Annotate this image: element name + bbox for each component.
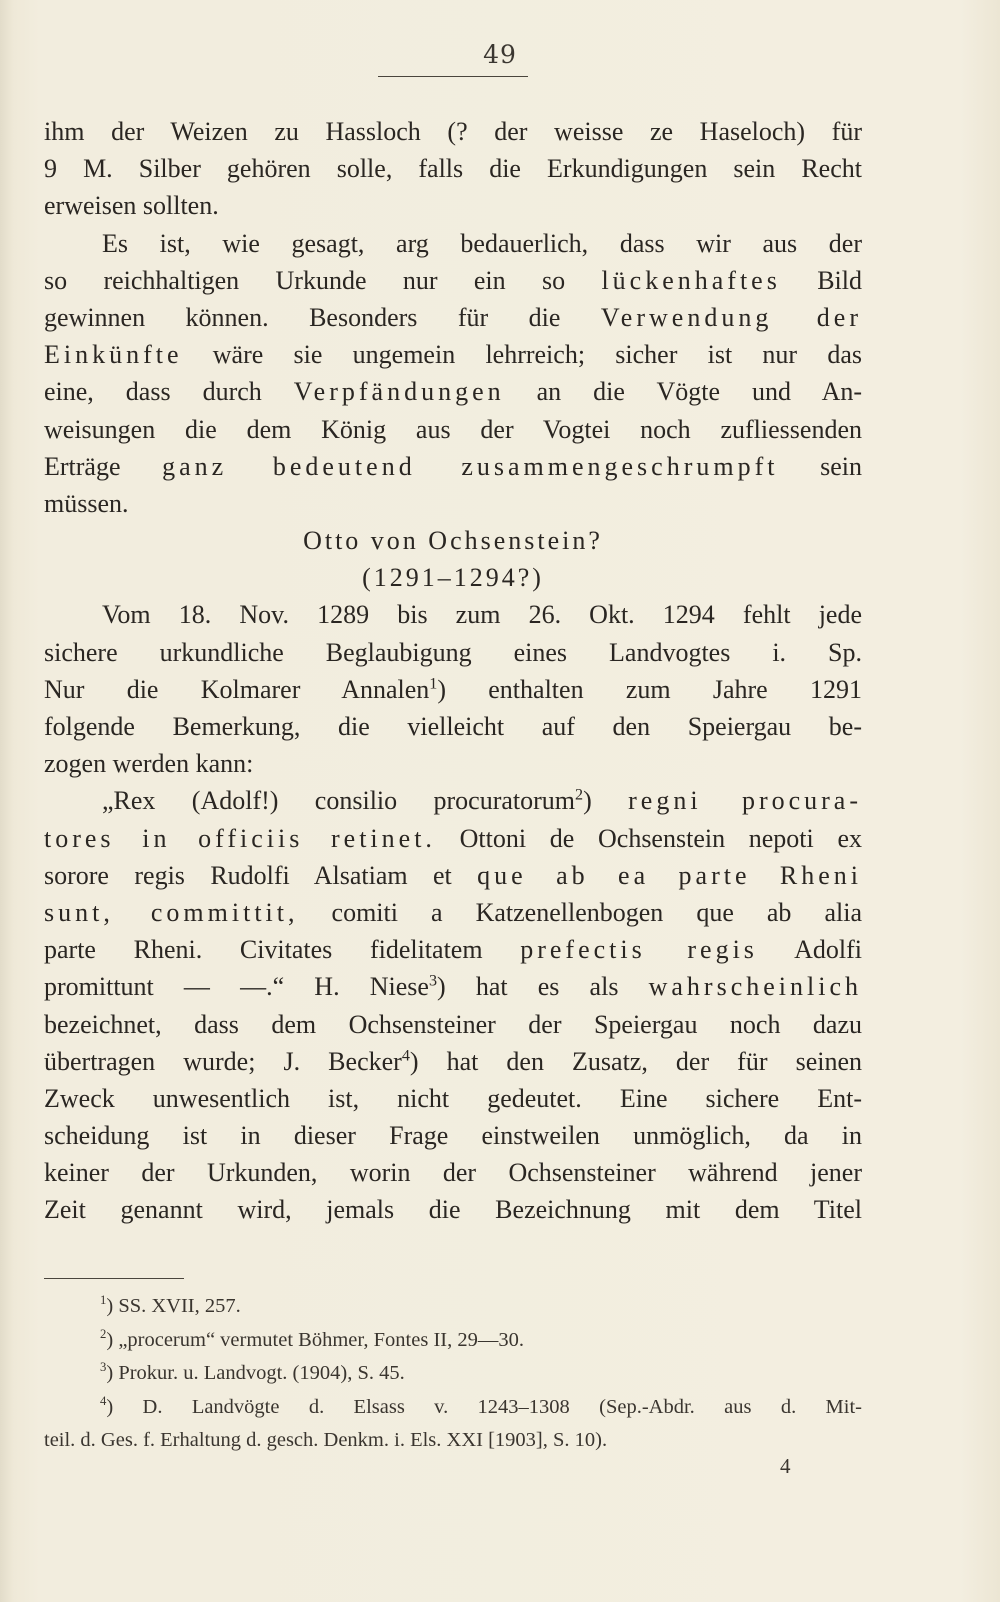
- text-run: zogen werden kann:: [44, 749, 254, 779]
- text-run: scheidung ist in dieser Frage einstweilen unmöglich, da in: [44, 1121, 862, 1151]
- text-line: [44, 1006, 862, 1043]
- footnote: [44, 1357, 862, 1391]
- text-line: [44, 336, 862, 373]
- footnote-mark: 4: [100, 1393, 107, 1408]
- text-run: gewinnen können. Besonders für die: [44, 302, 601, 332]
- text-run: so reichhaltigen Urkunde nur ein so: [44, 265, 602, 295]
- text-run: Adolfi: [757, 935, 863, 965]
- footnote-text: SS. XVII, 257.: [113, 1295, 241, 1317]
- text-line: [44, 187, 862, 224]
- text-run: bezeichnet, dass dem Ochsensteiner der Speiergau noch dazu: [44, 1009, 862, 1039]
- text-line: [44, 262, 862, 299]
- text-line: [44, 857, 862, 894]
- body-text: [44, 113, 862, 1229]
- text-run: übertragen wurde; J. Becker: [44, 1046, 402, 1076]
- footnote-text: „procerum“ vermutet Böhmer, Fontes II, 29—30.: [113, 1328, 524, 1351]
- footnote-text: teil. d. Ges. f. Erhaltung d. gesch. Denkm. i. Els. XXI [1903], S. 10).: [44, 1429, 608, 1451]
- page-number: 49: [483, 40, 517, 69]
- footnote: [44, 1324, 862, 1358]
- text-run: ): [583, 786, 629, 816]
- text-run: erweisen sollten.: [44, 191, 219, 221]
- text-run: weisungen die dem König aus der Vogtei noch zufliessenden: [44, 414, 862, 444]
- spaced-emphasis: sunt, committit,: [44, 897, 299, 927]
- text-line: [44, 1117, 862, 1154]
- text-line: [44, 373, 862, 410]
- text-line: [44, 931, 862, 968]
- text-line: [44, 708, 862, 745]
- footnote-mark: 3: [100, 1360, 107, 1375]
- text-line: [44, 894, 862, 931]
- text-line: [44, 150, 862, 187]
- footnote-text: Prokur. u. Landvogt. (1904), S. 45.: [113, 1362, 405, 1384]
- text-run: parte Rheni. Civitates fidelitatem: [44, 935, 521, 965]
- text-run: müssen.: [44, 488, 129, 518]
- text-line: [44, 596, 862, 633]
- spaced-emphasis: Verwendung der: [600, 302, 862, 332]
- section-heading-line: [44, 559, 862, 596]
- text-line: [44, 1154, 862, 1191]
- text-line: [44, 745, 862, 782]
- text-run: ) hat es als: [437, 972, 649, 1002]
- spaced-emphasis: Verpfändungen: [293, 377, 505, 407]
- text-line: [44, 225, 862, 262]
- text-run: 9 M. Silber gehören solle, falls die Erkundigungen sein Recht: [44, 154, 862, 184]
- text-run: Erträge: [44, 451, 163, 481]
- text-run: Otto von Ochsenstein?: [303, 526, 603, 556]
- text-run: sein: [778, 451, 862, 481]
- footnote-ref: 3: [428, 972, 437, 990]
- text-line: [44, 1080, 862, 1117]
- text-run: ) hat den Zusatz, der für seinen: [409, 1046, 862, 1076]
- spaced-emphasis: ganz bedeutend zusammengeschrumpft: [162, 451, 779, 481]
- text-line: [44, 411, 862, 448]
- text-run: ihm der Weizen zu Hassloch (? der weisse ze Haseloch) für: [44, 117, 862, 146]
- spaced-emphasis: que ab ea parte Rheni: [477, 860, 862, 890]
- footnote-ref: 2: [575, 786, 584, 804]
- text-run: folgende Bemerkung, die vielleicht auf den Speiergau be-: [44, 712, 862, 741]
- text-line: [44, 485, 862, 522]
- text-line: [44, 113, 862, 150]
- text-run: „Rex (Adolf!) consilio procuratorum: [102, 786, 576, 816]
- footnote-paren: ): [106, 1295, 114, 1317]
- spaced-emphasis: tores in officiis retinet.: [44, 823, 436, 853]
- footnotes: [44, 1290, 862, 1458]
- spaced-emphasis: Einkünfte: [44, 340, 183, 370]
- text-run: promittunt — —.“ H. Niese: [44, 972, 429, 1002]
- text-line: [44, 671, 862, 708]
- text-run: comiti a Katzenellenbogen que ab alia: [298, 897, 862, 927]
- text-line: [44, 968, 862, 1005]
- text-run: ) enthalten zum Jahre 1291: [437, 674, 862, 704]
- signature-mark: 4: [780, 1454, 791, 1478]
- text-run: Bild: [780, 265, 862, 295]
- text-run: (1291–1294?): [362, 563, 544, 593]
- text-run: sichere urkundliche Beglaubigung eines Landvogtes i. Sp.: [44, 637, 862, 667]
- text-line: [44, 1191, 862, 1228]
- footnote-ref: 4: [401, 1047, 410, 1065]
- section-heading-line: [44, 522, 862, 559]
- footnote-mark: 1: [100, 1293, 107, 1308]
- spaced-emphasis: wahrscheinlich: [648, 972, 862, 1002]
- text-run: Zweck unwesentlich ist, nicht gedeutet. Eine sichere Ent-: [44, 1083, 862, 1113]
- spaced-emphasis: prefectis regis: [520, 935, 758, 965]
- text-run: keiner der Urkunden, worin der Ochsensteiner während jener: [44, 1158, 862, 1188]
- footnote: [44, 1424, 862, 1458]
- text-run: sorore regis Rudolfi Alsatiam et: [44, 860, 478, 890]
- footnote-paren: ): [106, 1328, 114, 1351]
- footnote-ref: 1: [429, 675, 438, 693]
- footnote: [44, 1391, 862, 1425]
- footnote-text: D. Landvögte d. Elsass v. 1243–1308 (Sep.-Abdr. aus d. Mit-: [113, 1395, 862, 1418]
- text-run: Nur die Kolmarer Annalen: [44, 674, 430, 704]
- text-run: wäre sie ungemein lehrreich; sicher ist nur das: [182, 340, 862, 370]
- text-line: [44, 820, 862, 857]
- text-run: Es ist, wie gesagt, arg bedauerlich, dass wir aus der: [102, 228, 862, 258]
- text-line: [44, 448, 862, 485]
- text-run: an die Vögte und An-: [504, 377, 862, 407]
- footnote-rule: [44, 1278, 184, 1279]
- text-line: [44, 782, 862, 819]
- text-line: [44, 634, 862, 671]
- text-line: [44, 1043, 862, 1080]
- footnote-paren: ): [106, 1362, 114, 1384]
- footnote: [44, 1290, 862, 1324]
- header-rule: [378, 76, 528, 77]
- spaced-emphasis: lückenhaftes: [601, 265, 781, 295]
- footnote-mark: 2: [100, 1326, 107, 1341]
- text-run: eine, dass durch: [44, 377, 294, 407]
- text-line: [44, 299, 862, 336]
- spaced-emphasis: regni procura-: [628, 786, 862, 816]
- text-run: Vom 18. Nov. 1289 bis zum 26. Okt. 1294 fehlt jede: [102, 600, 862, 630]
- footnote-paren: ): [106, 1395, 114, 1418]
- text-run: Zeit genannt wird, jemals die Bezeichnung mit dem Titel: [44, 1195, 862, 1225]
- text-run: Ottoni de Ochsenstein nepoti ex: [435, 823, 862, 853]
